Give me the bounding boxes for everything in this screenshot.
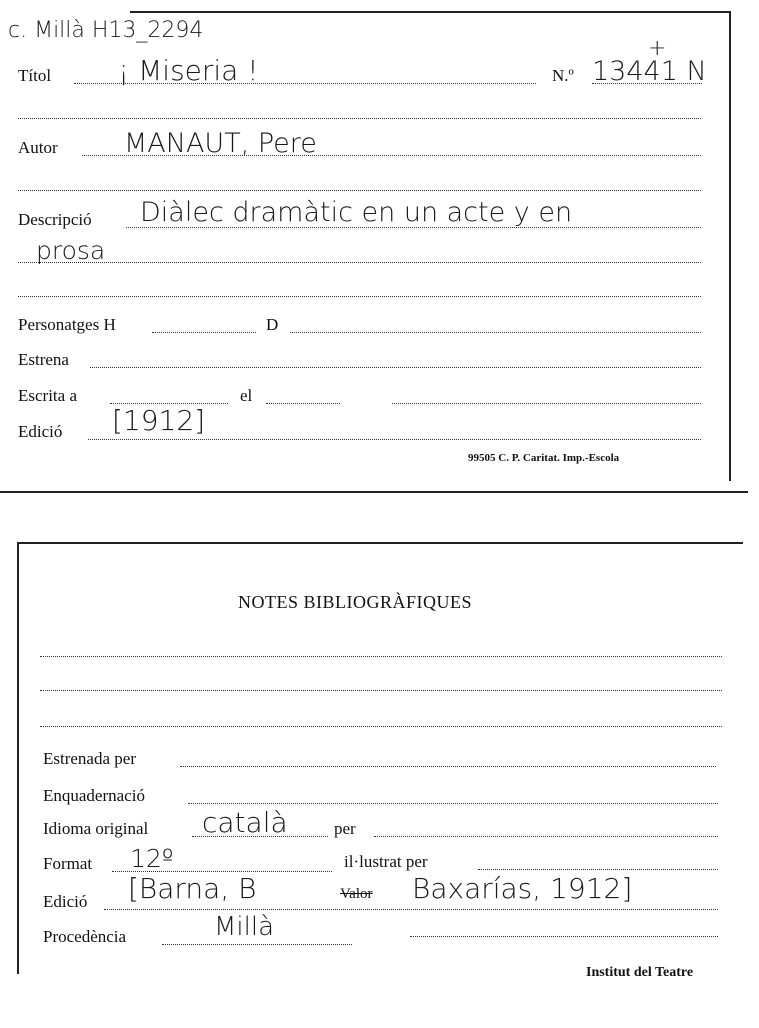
back-rule-1 <box>40 656 722 657</box>
per-label: per <box>334 819 356 838</box>
procedencia-label: Procedència <box>43 927 127 946</box>
front-right-border <box>729 11 731 481</box>
edicio-label: Edició <box>18 422 63 441</box>
per-line <box>374 836 718 837</box>
descripcio-label: Descripció <box>18 210 92 229</box>
back-rule-2 <box>40 690 722 691</box>
d-label: D <box>266 315 279 334</box>
number-label: N.º <box>552 66 574 85</box>
format-value: 12º <box>130 844 174 873</box>
estrena-line <box>90 367 701 368</box>
printer-imprint: 99505 C. P. Caritat. Imp.-Escola <box>468 452 620 464</box>
autor-value: MANAUT, Pere <box>124 128 317 159</box>
descripcio-line-2 <box>18 262 701 263</box>
front-rule-1 <box>18 118 701 119</box>
descripcio-value-2: prosa <box>36 236 106 265</box>
top-note: c. Millà H13_2294 <box>8 18 204 43</box>
enquadernacio-line <box>188 803 718 804</box>
back-rule-3 <box>40 726 722 727</box>
escrita-label: Escrita a <box>18 386 77 405</box>
back-footer: Institut del Teatre <box>586 965 694 980</box>
estrenada-line <box>180 766 716 767</box>
back-top-border <box>18 542 743 544</box>
el-line-2 <box>392 403 701 404</box>
back-edicio-struck: Valor <box>340 886 373 902</box>
procedencia-line-2 <box>410 936 718 937</box>
back-edicio-line <box>104 909 718 910</box>
titol-value: ¡ Miseria ! <box>118 54 259 87</box>
descripcio-value-1: Diàlec dramàtic en un acte y en <box>140 197 573 228</box>
front-rule-3 <box>18 296 701 297</box>
front-rule-2 <box>18 190 701 191</box>
back-edicio-label: Edició <box>43 892 88 911</box>
edicio-value: [1912] <box>112 404 206 437</box>
enquadernacio-label: Enquadernació <box>43 786 145 805</box>
illustrat-line <box>478 869 718 870</box>
personatges-d-line <box>290 332 701 333</box>
format-label: Format <box>43 854 93 873</box>
autor-label: Autor <box>18 138 58 157</box>
number-mark: + <box>648 36 667 61</box>
titol-label: Títol <box>18 66 52 85</box>
idioma-value: català <box>202 806 288 839</box>
illustrat-label: il·lustrat per <box>344 852 428 871</box>
front-top-border <box>130 11 730 13</box>
idioma-label: Idioma original <box>43 819 149 838</box>
number-value: 13441 N <box>592 56 707 87</box>
back-edicio-value-1: [Barna, B <box>128 872 257 905</box>
back-heading: NOTES BIBLIOGRÀFIQUES <box>238 592 473 612</box>
personatges-h-line <box>152 332 256 333</box>
back-edicio-value-2: Baxarías, 1912] <box>412 872 633 905</box>
procedencia-line <box>162 944 352 945</box>
el-label: el <box>240 386 253 405</box>
estrenada-label: Estrenada per <box>43 749 136 768</box>
front-bottom-border <box>0 491 748 493</box>
estrena-label: Estrena <box>18 350 69 369</box>
edicio-line <box>88 439 701 440</box>
procedencia-value: Millà <box>214 912 275 942</box>
el-line <box>266 403 340 404</box>
personatges-label: Personatges H <box>18 315 116 334</box>
back-left-border <box>17 542 19 974</box>
